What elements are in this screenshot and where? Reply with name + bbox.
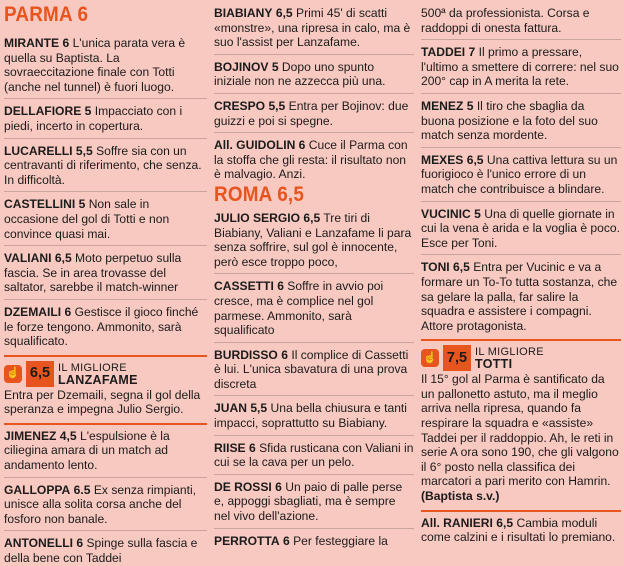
player-entry: [421, 260, 621, 333]
player-vote: 6: [298, 138, 306, 153]
player-entry: [214, 401, 414, 430]
divider: [214, 474, 414, 475]
divider: [214, 273, 414, 274]
best-player-header: [421, 345, 621, 371]
player-vote: 5: [271, 59, 279, 74]
player-name: GALLOPPA: [4, 482, 71, 497]
column-middle: [214, 0, 414, 548]
player-vote: 6: [62, 36, 70, 50]
player-name: All. GUIDOLIN: [214, 138, 296, 153]
player-comment: Cuce il Parma con la stoffa che gli resta: il risultato non è malvagio. Anzi.: [214, 138, 408, 182]
divider: [4, 423, 207, 425]
divider: [4, 98, 207, 99]
best-player-name: TOTTI: [475, 357, 513, 372]
divider: [4, 245, 207, 246]
player-name: ANTONELLI: [4, 536, 73, 551]
divider: [421, 510, 621, 512]
player-name: TADDEI: [421, 45, 466, 60]
player-entry: [421, 99, 621, 143]
player-comment: Gestisce il gioco finché le forze tengono. Ammonito, sarà squalificato.: [4, 304, 199, 349]
player-entry: [214, 279, 414, 337]
player-comment: L'espulsione è la ciliegina amara di un match ad andamento lento.: [4, 428, 170, 473]
thumbs-up-icon: ☝: [421, 349, 439, 367]
player-name: PERROTTA: [214, 533, 280, 548]
player-entry: [421, 45, 621, 89]
column-right: [421, 0, 621, 545]
player-name: MIRANTE: [4, 36, 60, 50]
player-comment: Una di quelle giornate in cui la vena è arida e la voglia è poco. Esce per Toni.: [421, 206, 621, 250]
player-comment: Impacciato con i piedi, incerto in copertura.: [4, 104, 183, 133]
player-entry: [214, 348, 414, 392]
best-player-comment: [421, 372, 621, 503]
player-comment: Un paio di palle perse e, appoggi sbagliati, ma è sempre nel vivo dell'azione.: [214, 479, 403, 524]
player-entry: [4, 144, 207, 188]
player-vote: 6,5: [453, 260, 470, 275]
player-entry: [214, 138, 414, 182]
player-name: VUCINIC: [421, 206, 471, 221]
divider: [214, 132, 414, 133]
continued-comment: 500ª da professionista. Corsa e raddoppi di onesta fattura.: [421, 6, 590, 35]
player-vote: 6,5: [275, 6, 293, 20]
best-player-text: Il 15° gol al Parma è santificato da un pallonetto astuto, ma il meglio arriva nella ripresa, quando fa respirare la squadra e «assiste» Taddei per il raddoppio. Ah, le reti in serie A ora sono 190, che gli valgono il 6° posto nella classifica dei marcatori a pari merito con Hamrin.: [421, 372, 619, 489]
column-parma: [4, 0, 207, 566]
player-comment: Spinge sulla fascia e della bene con Taddei: [4, 536, 198, 566]
player-comment: Primi 45' di scatti «monstre», una ripresa in calo, ma è suo l'assist per Lanzafame.: [214, 6, 411, 50]
divider: [421, 254, 621, 255]
divider: [4, 477, 207, 478]
player-name: RIISE: [214, 440, 246, 455]
player-vote: 6: [76, 536, 84, 551]
best-player-label: IL MIGLIORE: [58, 361, 127, 374]
player-entry: [4, 36, 207, 94]
player-comment: Tre tiri di Biabiany, Valiani e Lanzafame li para senza soffrire, sul gol è innocente, però esce troppo poco,: [214, 210, 412, 269]
player-vote: 5,5: [75, 143, 93, 158]
player-vote: 5,5: [250, 401, 268, 416]
player-comment: Entra per Vucinic e va a formare un To-To tutta sostanza, che sa gelare la palla, far salire la squadra e assistere i compagni. Attore protagonista.: [421, 260, 618, 333]
best-player-name: LANZAFAME: [58, 372, 138, 387]
best-player-label: IL MIGLIORE: [475, 346, 544, 359]
player-comment: Il complice di Cassetti è lui. L'unica sbavatura di una prova discreta: [214, 347, 409, 391]
player-name: DZEMAILI: [4, 304, 62, 319]
player-name: BOJINOV: [214, 59, 269, 74]
player-comment: Cambia moduli come calzini e i risultati lo premiano.: [421, 515, 616, 545]
player-vote: 6: [277, 279, 284, 294]
divider: [421, 201, 621, 202]
player-name: BURDISSO: [214, 347, 278, 362]
player-name: MEXES: [421, 152, 464, 167]
player-vote: 4,5: [59, 428, 77, 443]
player-entry: [214, 211, 414, 269]
player-name: LUCARELLI: [4, 143, 73, 158]
best-player-title: [58, 362, 138, 386]
player-vote: 6.5: [73, 482, 91, 497]
player-comment: Il primo a pressare, l'ultimo a smettere di correre: nel suo 200° cap in A merita la rete.: [421, 45, 619, 89]
player-name: TONI: [421, 260, 450, 275]
player-entry: [214, 99, 414, 128]
player-comment: Entra per Bojinov: due guizzi e poi si spegne.: [214, 98, 409, 128]
player-name: VALIANI: [4, 251, 52, 266]
player-vote: 5: [466, 98, 474, 113]
divider: [421, 147, 621, 148]
player-name: CRESPO: [214, 98, 266, 113]
player-name: DELLAFIORE: [4, 104, 82, 119]
player-vote: 6: [281, 347, 288, 362]
player-vote: 7: [468, 45, 476, 60]
divider: [421, 39, 621, 40]
divider: [4, 530, 207, 531]
player-vote: 5,5: [268, 98, 286, 113]
best-player-header: [4, 361, 207, 387]
best-player-vote: 6,5: [26, 361, 54, 387]
player-name: CASTELLINI: [4, 197, 76, 212]
player-entry: [4, 429, 207, 473]
player-entry: [421, 207, 621, 251]
player-comment: Soffre sia con un centravanti di riferimento, che senza. In difficoltà.: [4, 143, 202, 187]
best-player-credit: (Baptista s.v.): [421, 489, 500, 504]
player-vote: 5: [474, 206, 481, 221]
player-entry: [214, 480, 414, 524]
thumbs-up-icon: ☝: [4, 365, 22, 383]
player-comment: Ex senza rimpianti, unisce alla solita corsa anche del fosforo non banale.: [4, 482, 197, 526]
best-player-vote: 7,5: [443, 345, 471, 371]
player-comment: Soffre in avvio poi cresce, ma è complice nel gol parmese. Ammonito, sarà squalificato: [214, 279, 384, 338]
player-entry: [214, 60, 414, 89]
player-vote: 6: [283, 533, 290, 548]
player-comment: L'unica parata vera è quella su Baptista. La sovraeccitazione finale con Totti (anche nel tunnel) è fuori luogo.: [4, 36, 186, 94]
player-entry: [4, 305, 207, 349]
player-entry: [421, 516, 621, 545]
player-name: JULIO SERGIO: [214, 210, 301, 225]
divider: [214, 93, 414, 94]
best-player-comment: Entra per Dzemaili, segna il gol della speranza e impegna Julio Sergio.: [4, 387, 201, 417]
player-vote: 5: [84, 104, 92, 119]
player-vote: 6,5: [54, 251, 72, 266]
player-entry: [4, 536, 207, 565]
divider: [421, 339, 621, 341]
divider: [214, 435, 414, 436]
player-comment: Sfida rusticana con Valiani in cui se la cava per un pelo.: [214, 440, 414, 470]
divider: [4, 191, 207, 192]
player-name: JIMENEZ: [4, 428, 57, 443]
player-vote: 6: [64, 304, 72, 319]
team-title-parma: PARMA 6: [4, 3, 89, 26]
player-comment: Una cattiva lettura su un fuorigioco è l'unico errore di un match che contribuisce a blindare.: [421, 152, 618, 196]
player-comment: Una bella chiusura e tanti impacci, soprattutto su Biabiany.: [214, 401, 407, 431]
player-vote: 6: [275, 479, 282, 494]
player-entry: [4, 483, 207, 527]
player-comment: Non sale in occasione del gol di Totti e non convince quasi mai.: [4, 197, 170, 241]
player-entry: [4, 251, 207, 295]
player-entry: [4, 197, 207, 241]
player-name: CASSETTI: [214, 279, 274, 294]
best-player-title: [475, 346, 544, 370]
divider: [214, 395, 414, 396]
player-entry: [421, 153, 621, 197]
divider: [4, 355, 207, 357]
divider: [214, 342, 414, 343]
player-vote: 6: [248, 440, 256, 455]
player-comment: Per festeggiare la: [293, 533, 388, 548]
divider: [214, 54, 414, 55]
player-vote: 5: [78, 197, 86, 212]
divider: [421, 93, 621, 94]
player-entry: [214, 441, 414, 470]
player-vote: 6,5: [466, 152, 484, 167]
divider: [4, 299, 207, 300]
player-name: MENEZ: [421, 98, 464, 113]
player-comment: Dopo uno spunto iniziale non ne azzecca più una.: [214, 59, 386, 89]
player-entry: [214, 534, 414, 549]
team-title-roma: ROMA 6,5: [214, 182, 305, 206]
divider: [4, 138, 207, 139]
player-name: BIABIANY: [214, 6, 273, 20]
player-entry: [4, 104, 207, 133]
player-name: JUAN: [214, 401, 247, 416]
player-vote: 6,5: [303, 210, 321, 225]
player-entry: [214, 6, 414, 50]
divider: [214, 528, 414, 529]
player-vote: 6,5: [496, 515, 514, 530]
player-comment: Il tiro che sbaglia da buona posizione e la foto del suo match senza mordente.: [421, 98, 598, 143]
player-comment: Moto perpetuo sulla fascia. Se in area trovasse del saltator, sarebbe il match-winner: [4, 251, 182, 295]
player-name: DE ROSSI: [214, 479, 272, 494]
player-name: All. RANIERI: [421, 515, 493, 530]
